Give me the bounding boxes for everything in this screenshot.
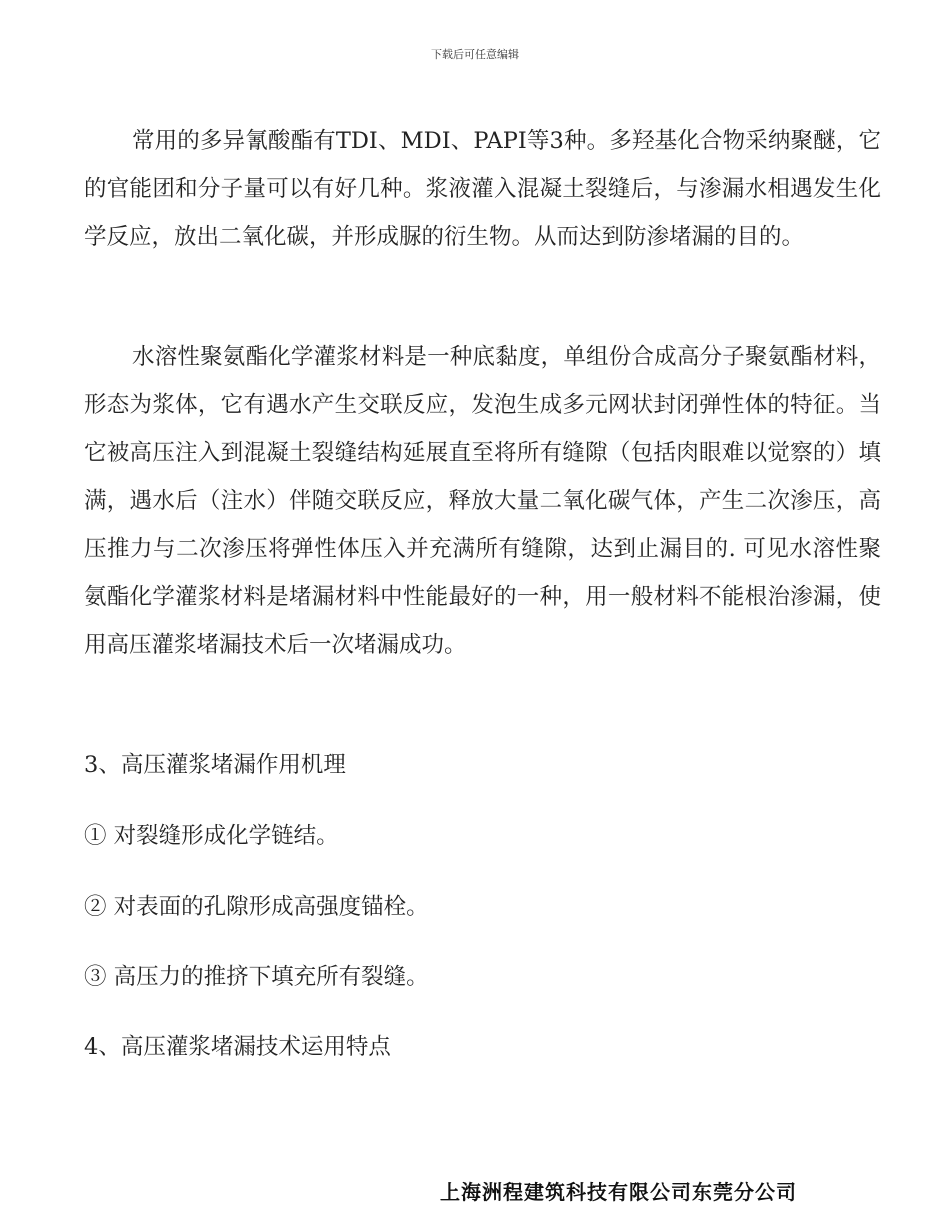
page-header-note: 下载后可任意编辑 [431, 48, 519, 61]
section-4-heading: 4、高压灌浆堵漏技术运用特点 [84, 1034, 391, 1060]
body-paragraph-1: 常用的多异氰酸酯有TDI、MDI、PAPI等3种。多羟基化合物采纳聚醚，它的官能团和分子量可以有好几种。浆液灌入混凝土裂缝后，与渗漏水相遇发生化学反应，放出二氧化碳，并形成脲的衍生物。从而达到防渗堵漏的目的。 [84, 128, 881, 250]
footer-company-name: 上海洲程建筑科技有限公司东莞分公司 [440, 1180, 797, 1204]
mechanism-item-3: ③ 高压力的推挤下填充所有裂缝。 [84, 964, 429, 990]
mechanism-item-2: ② 对表面的孔隙形成高强度锚栓。 [84, 894, 429, 920]
section-3-heading: 3、高压灌浆堵漏作用机理 [84, 752, 346, 778]
body-paragraph-2: 水溶性聚氨酯化学灌浆材料是一种底黏度，单组份合成高分子聚氨酯材料，形态为浆体，它有遇水产生交联反应，发泡生成多元网状封闭弹性体的特征。当它被高压注入到混凝土裂缝结构延展直至将所有缝隙（包括肉眼难以觉察的）填满，遇水后（注水）伴随交联反应，释放大量二氧化碳气体，产生二次渗压，高压推力与二次渗压将弹性体压入并充满所有缝隙，达到止漏目的. 可见水溶性聚氨酯化学灌浆材料是堵漏材料中性能最好的一种，用一般材料不能根治渗漏，使用高压灌浆堵漏技术后一次堵漏成功。 [84, 344, 881, 658]
mechanism-item-1: ① 对裂缝形成化学链结。 [84, 823, 339, 849]
